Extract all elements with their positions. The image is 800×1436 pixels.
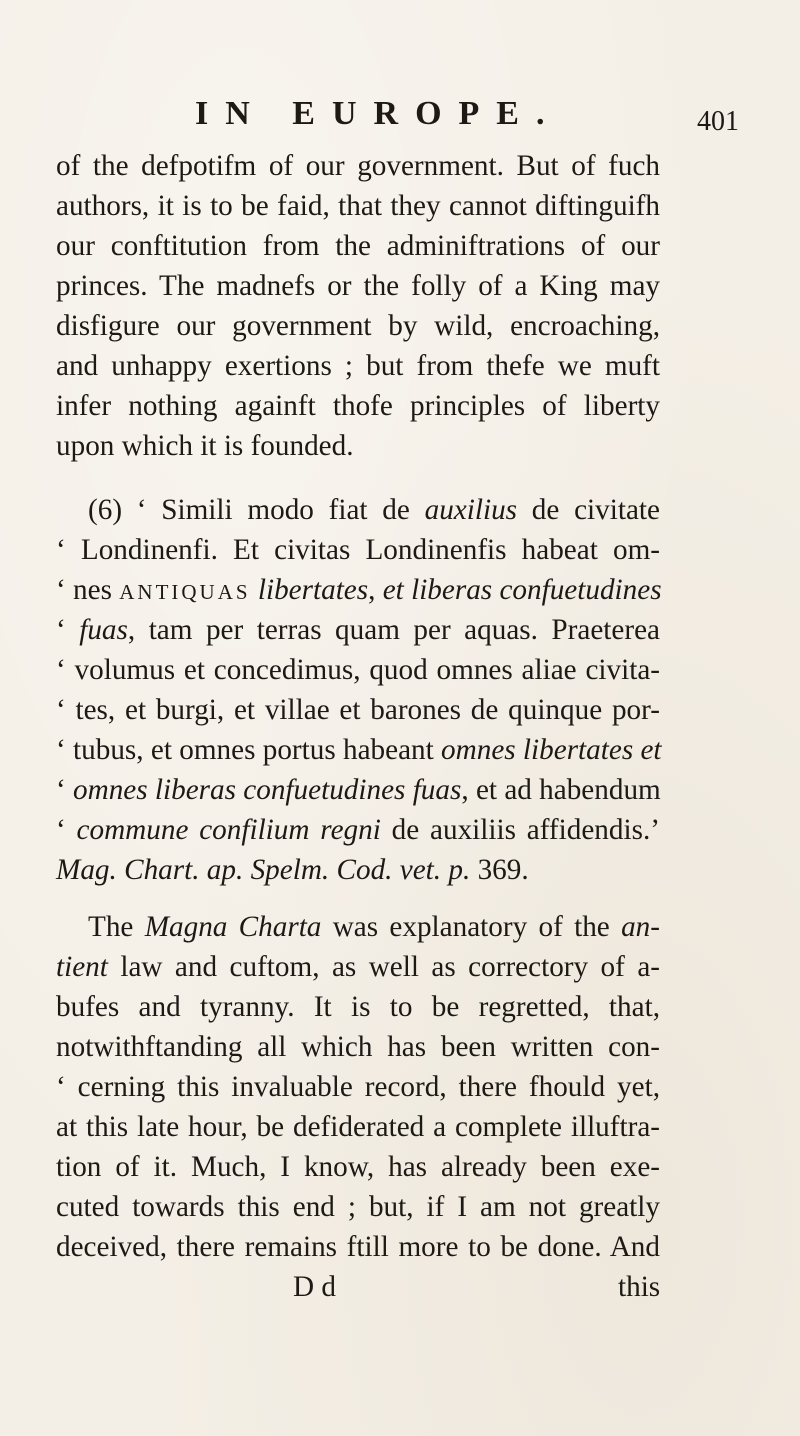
text-line: ‘ cerning this invaluable record, there fhould yet, <box>56 1071 660 1103</box>
catchword: this <box>618 1271 661 1303</box>
footnote-6 <box>56 490 660 890</box>
page-footer <box>0 1267 800 1307</box>
text-line: upon which it is founded. <box>56 430 354 462</box>
footnote-line: ‘ tubus, et omnes portus habeant omnes libertates et <box>56 734 662 766</box>
running-title: IN EUROPE. <box>195 95 562 132</box>
text-line: deceived, there remains ftill more to be done. And <box>56 1231 660 1263</box>
footnote-line: ‘ Londinenfi. Et civitas Londinenfis habeat om- <box>56 534 660 566</box>
text-line: bufes and tyranny. It is to be regretted, that, <box>56 991 660 1023</box>
text-line: and unhappy exertions ; but from thefe we muft <box>56 350 660 382</box>
text-line: tion of it. Much, I know, has already been exe- <box>56 1151 660 1183</box>
text-line: authors, it is to be faid, that they cannot diftinguifh <box>56 190 660 222</box>
signature-mark: D d <box>293 1271 336 1303</box>
paragraph-1 <box>56 146 660 466</box>
text-line: our conftitution from the adminiftrations of our <box>56 230 660 262</box>
paragraph-2 <box>56 907 660 1267</box>
text-line: tient law and cuftom, as well as correctory of a- <box>56 951 660 983</box>
footnote-line: ‘ commune confilium regni de auxiliis affidendis.’ <box>56 814 660 846</box>
text-line: cuted towards this end ; but, if I am not greatly <box>56 1191 660 1223</box>
footnote-line: ‘ omnes liberas confuetudines fuas, et ad habendum <box>56 774 661 806</box>
footnote-line: (6) ‘ Simili modo fiat de auxilius de civitate <box>88 494 660 526</box>
page-number: 401 <box>697 106 739 137</box>
footnote-line: ‘ nes ANTIQUAS libertates, et liberas confuetudines <box>56 574 662 606</box>
text-line: notwithftanding all which has been written con- <box>56 1031 660 1063</box>
footnote-line: ‘ volumus et concedimus, quod omnes aliae civita- <box>56 654 660 686</box>
text-line: infer nothing againft thofe principles of liberty <box>56 390 660 422</box>
text-line: at this late hour, be defiderated a complete illuftra- <box>56 1111 660 1143</box>
footnote-citation: Mag. Chart. ap. Spelm. Cod. vet. p. 369. <box>56 854 529 886</box>
footnote-line: ‘ fuas, tam per terras quam per aquas. Praeterea <box>56 614 660 646</box>
text-line: The Magna Charta was explanatory of the an- <box>88 911 660 943</box>
text-line: of the defpotifm of our government. But of fuch <box>56 150 660 182</box>
text-line: disfigure our government by wild, encroaching, <box>56 310 660 342</box>
footnote-line: ‘ tes, et burgi, et villae et barones de quinque por- <box>56 694 660 726</box>
text-line: princes. The madnefs or the folly of a King may <box>56 270 660 302</box>
page-header <box>0 92 800 142</box>
